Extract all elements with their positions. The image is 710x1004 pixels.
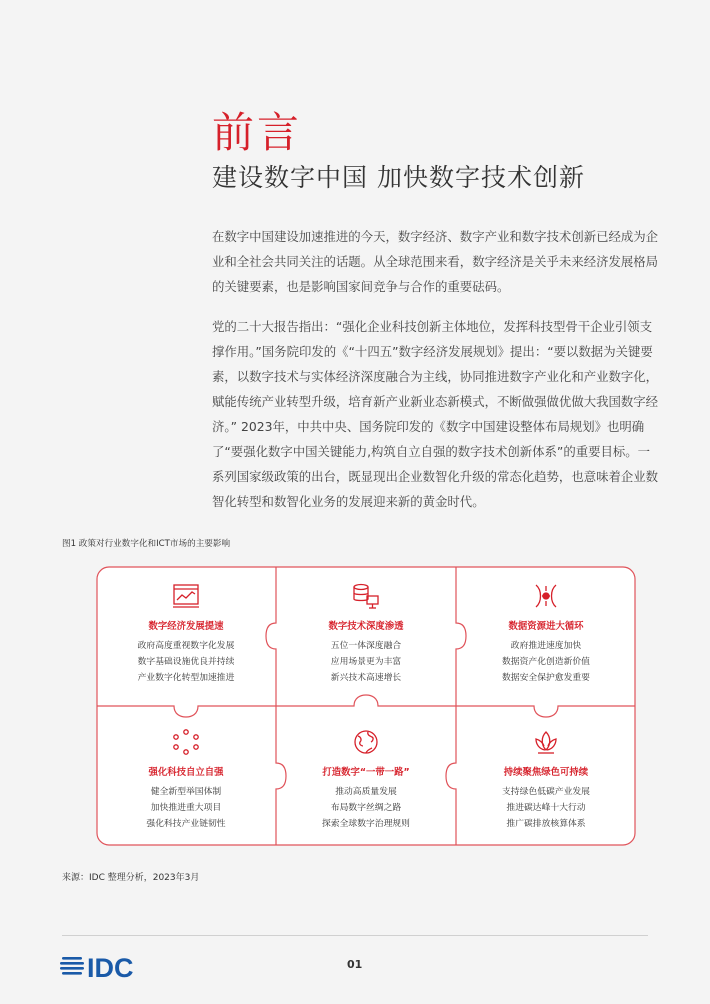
cell-line: 五位一体深度融合 — [330, 641, 402, 651]
cell-title: 持续聚焦绿色可持续 — [503, 767, 589, 778]
cell-digital-tech — [276, 582, 456, 722]
data-flow-icon — [456, 582, 636, 614]
cell-green-sustainable — [456, 728, 636, 868]
cell-line: 推进碳达峰十大行动 — [506, 803, 586, 813]
intro-paragraph: 在数字中国建设加速推进的今天，数字经济、数字产业和数字技术创新已经成为企业和全社会共同关注的话题。从全球范围来看，数字经济是关乎未来经济发展格局的关键要素，也是影响国家间竞争与合作的重要砝码。 — [212, 229, 659, 294]
cell-line: 政府推进速度加快 — [510, 641, 582, 651]
cell-title: 数字经济发展提速 — [148, 621, 224, 632]
database-computer-icon — [276, 582, 456, 614]
cell-line: 强化科技产业链韧性 — [146, 819, 226, 829]
cell-tech-self-reliance — [96, 728, 276, 868]
cell-line: 数据安全保护愈发重要 — [502, 673, 590, 683]
figure-caption: 图1 政策对行业数字化和ICT市场的主要影响 — [62, 539, 231, 549]
cell-line: 政府高度重视数字化发展 — [137, 641, 235, 651]
logo-text: IDC — [87, 953, 134, 982]
cell-line: 探索全球数字治理规则 — [322, 819, 410, 829]
globe-icon — [276, 728, 456, 760]
source-note: 来源：IDC 整理分析，2023年3月 — [62, 873, 200, 883]
chart-board-icon — [96, 582, 276, 614]
page-subtitle: 建设数字中国 加快数字技术创新 — [212, 163, 585, 192]
cell-line: 新兴技术高速增长 — [330, 673, 402, 683]
cell-line: 产业数字化转型加速推进 — [137, 673, 235, 683]
cell-line: 推广碳排放核算体系 — [506, 819, 586, 829]
lotus-icon — [456, 728, 636, 760]
cell-line: 支持绿色低碳产业发展 — [502, 787, 590, 797]
cell-data-resources — [456, 582, 636, 722]
page-number: 01 — [347, 958, 363, 971]
policy-paragraph: 党的二十大报告指出：“强化企业科技创新主体地位，发挥科技型骨干企业引领支撑作用。”国务院印发的《“十四五”数字经济发展规划》提出：“要以数据为关键要素，以数字技术与实体经济深度融合为主线，协同推进数字产业化和产业数字化，赋能传统产业转型升级，培育新产业新业态新模式，不断做强做优做大我国数字经济。” 2023年，中共中央、国务院印发的《数字中国建设整体布局规划》也明确了“要强化数字中国关键能力,构筑自立自强的数字技术创新体系”的重要目标。一系列国家级政策的出台，既显现出企业数智化升级的常态化趋势，也意味着企业数智化转型和数智化业务的发展迎来新的黄金时代。 — [212, 319, 659, 509]
cell-belt-road — [276, 728, 456, 868]
cell-line: 数据资产化创造新价值 — [502, 657, 590, 667]
policy-impact-puzzle — [96, 566, 636, 846]
cell-line: 布局数字丝绸之路 — [330, 803, 402, 813]
cell-title: 打造数字“一带一路” — [322, 767, 410, 778]
footer-divider — [62, 935, 648, 936]
cell-line: 应用场景更为丰富 — [330, 657, 402, 667]
cell-line: 加快推进重大项目 — [150, 803, 222, 813]
cell-line: 健全新型举国体制 — [150, 787, 222, 797]
idc-logo — [60, 950, 152, 986]
cell-digital-economy — [96, 582, 276, 722]
cell-title: 数字技术深度渗透 — [328, 621, 404, 632]
cell-title: 数据资源进大循环 — [508, 621, 584, 632]
circle-nodes-icon — [96, 728, 276, 760]
page-title: 前言 — [212, 108, 303, 157]
cell-line: 数字基础设施优良并持续 — [137, 657, 235, 667]
cell-title: 强化科技自立自强 — [148, 767, 224, 778]
cell-line: 推动高质量发展 — [335, 787, 397, 797]
